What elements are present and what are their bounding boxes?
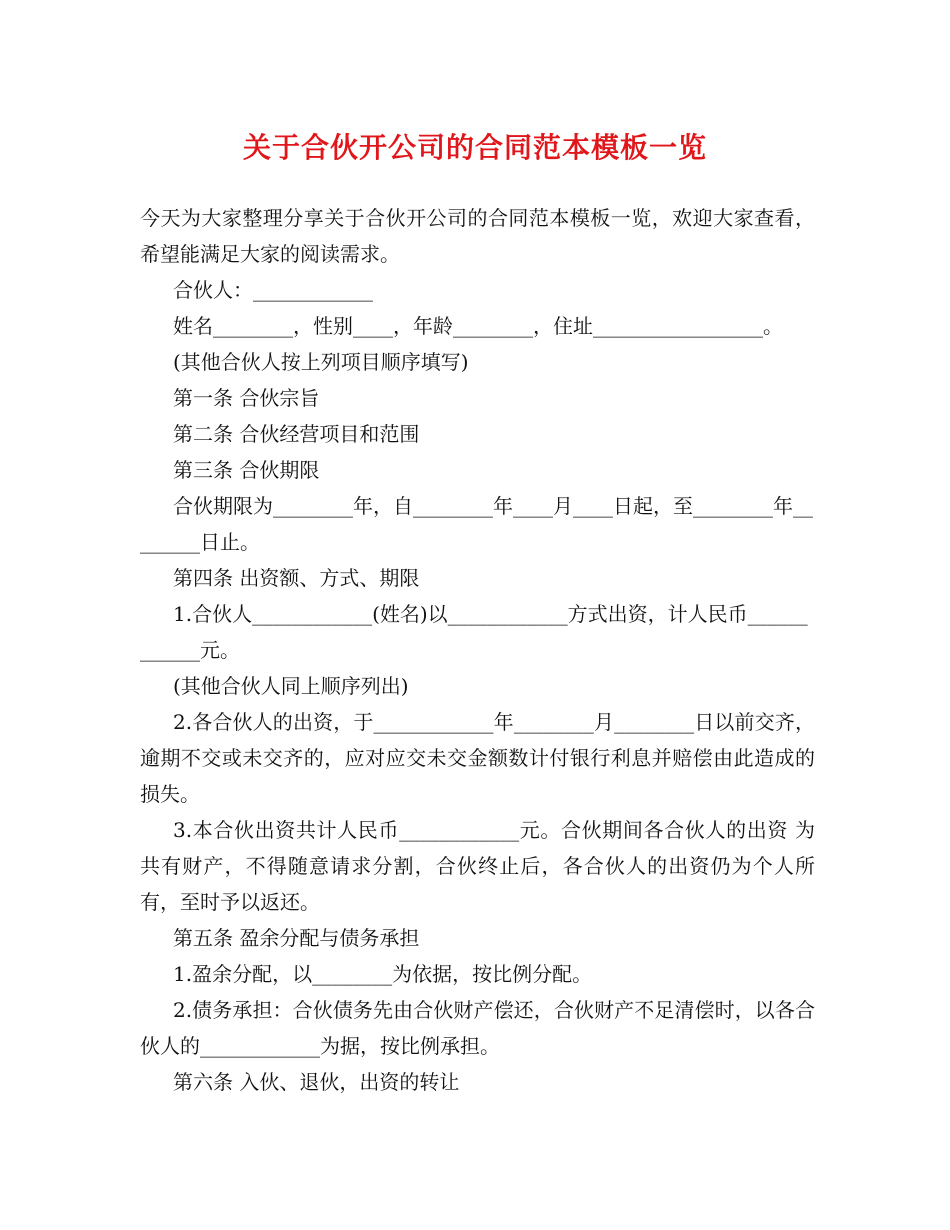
document-title: 关于合伙开公司的合同范本模板一览 (242, 131, 707, 164)
article-3-heading: 第三条 合伙期限 (173, 458, 320, 482)
partner-info-line: 姓名________，性别____，年龄________，住址_________________。 (173, 314, 783, 338)
contribution-clause-2: 2.各合伙人的出资，于____________年________月________日以前交齐，逾期不交或未交齐的，应对应交未交金额数计付银行利息并赔偿由此造成的损失。 (140, 710, 815, 806)
profit-distribution-clause: 1.盈余分配，以________为依据，按比例分配。 (173, 962, 593, 986)
article-1-heading: 第一条 合伙宗旨 (173, 386, 320, 410)
document-body (140, 200, 815, 1100)
partner-line: 合伙人：____________ (173, 278, 373, 302)
article-6-heading: 第六条 入伙、退伙，出资的转让 (173, 1070, 460, 1094)
partnership-term-paragraph: 合伙期限为________年，自________年____月____日起，至________年________日止。 (140, 494, 813, 554)
debt-clause: 2.债务承担：合伙债务先由合伙财产偿还，合伙财产不足清偿时，以各合伙人的____________为据，按比例承担。 (140, 998, 815, 1058)
article-2-heading: 第二条 合伙经营项目和范围 (173, 422, 420, 446)
intro-paragraph: 今天为大家整理分享关于合伙开公司的合同范本模板一览，欢迎大家查看，希望能满足大家的阅读需求。 (140, 206, 815, 266)
other-partners-order-note: (其他合伙人同上顺序列出) (173, 674, 409, 698)
contribution-clause-3: 3.本合伙出资共计人民币____________元。合伙期间各合伙人的出资 为共有财产，不得随意请求分割，合伙终止后，各合伙人的出资仍为个人所有，至时予以返还。 (140, 818, 815, 914)
article-5-heading: 第五条 盈余分配与债务承担 (173, 926, 420, 950)
other-partners-note: (其他合伙人按上列项目顺序填写) (173, 350, 469, 374)
contribution-clause-1: 1.合伙人____________(姓名)以____________方式出资，计人民币____________元。 (140, 602, 808, 662)
article-4-heading: 第四条 出资额、方式、期限 (173, 566, 420, 590)
